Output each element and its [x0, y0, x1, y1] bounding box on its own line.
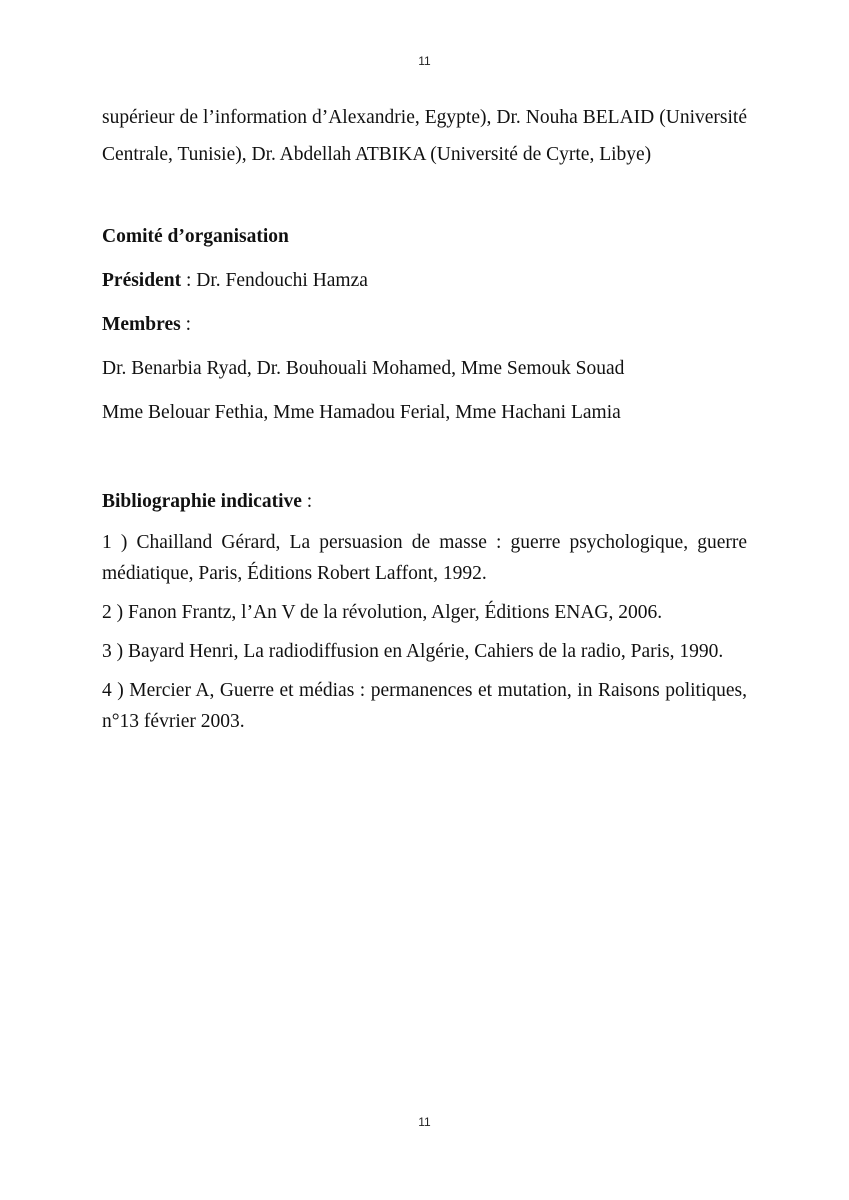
- president-label: Président: [102, 270, 182, 291]
- members-line-1: Dr. Benarbia Ryad, Dr. Bouhouali Mohamed, Mme Semouk Souad: [102, 358, 625, 379]
- members-line-2: Mme Belouar Fethia, Mme Hamadou Ferial, Mme Hachani Lamia: [102, 402, 621, 423]
- committee-heading-text: Comité d’organisation: [102, 226, 289, 247]
- footer-page-number: 11: [418, 1115, 431, 1129]
- bibliography-item-2: 2 ) Fanon Frantz, l’An V de la révolution, Alger, Éditions ENAG, 2006.: [102, 602, 663, 623]
- members-label: Membres: [102, 314, 181, 335]
- members-heading: [102, 306, 747, 343]
- bibliography-item-4: 4 ) Mercier A, Guerre et médias : permanences et mutation, in Raisons politiques, n°13 février 2003.: [102, 680, 747, 732]
- president-separator: :: [181, 270, 197, 291]
- president-line: [102, 262, 747, 299]
- page-body: [102, 99, 747, 745]
- bibliography-heading-text: Bibliographie indicative: [102, 491, 302, 512]
- bibliography-heading: [102, 483, 747, 520]
- intro-paragraph: supérieur de l’information d’Alexandrie, Egypte), Dr. Nouha BELAID (Université Centrale, Tunisie), Dr. Abdellah ATBIKA (Université de Cyrte, Libye): [102, 107, 747, 165]
- bibliography-heading-separator: :: [301, 491, 313, 512]
- bibliography-item-3: 3 ) Bayard Henri, La radiodiffusion en Algérie, Cahiers de la radio, Paris, 1990.: [102, 641, 724, 662]
- members-separator: :: [180, 314, 191, 335]
- president-name: Dr. Fendouchi Hamza: [196, 270, 368, 291]
- committee-heading: [102, 218, 747, 255]
- bibliography-item-1: 1 ) Chailland Gérard, La persuasion de masse : guerre psychologique, guerre médiatique, Paris, Éditions Robert Laffont, 1992.: [102, 532, 747, 584]
- header-page-number: 11: [418, 54, 431, 68]
